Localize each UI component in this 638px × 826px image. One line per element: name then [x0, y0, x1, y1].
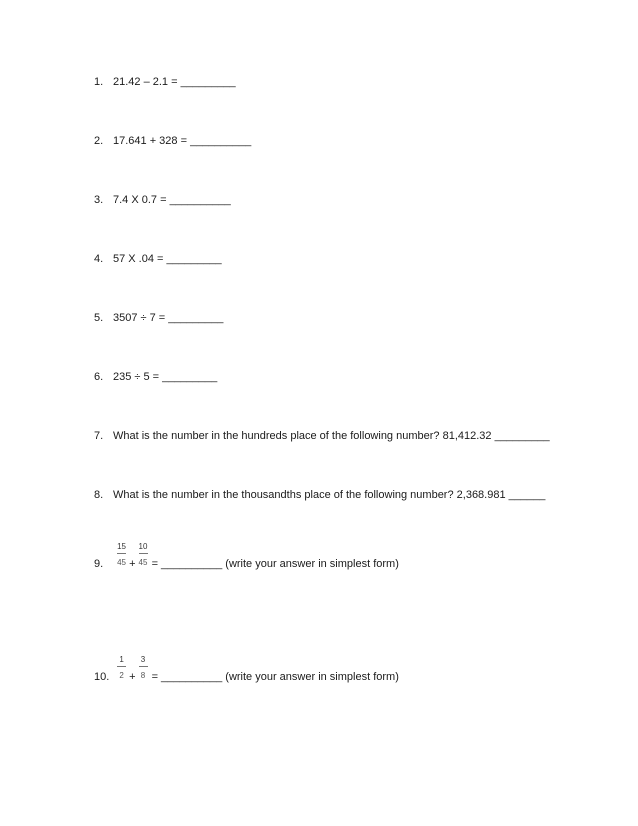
question-1: [94, 75, 236, 89]
fraction-numerator: 3: [140, 655, 146, 664]
question-text: 3507 ÷ 7 = _________: [113, 312, 224, 324]
question-text: 7.4 X 0.7 = __________: [113, 194, 231, 206]
question-5: [94, 311, 223, 325]
question-number: 6.: [94, 371, 104, 383]
question-text: = __________ (write your answer in simplest form): [151, 671, 399, 683]
question-text: What is the number in the hundreds place of the following number? 81,412.32 _________: [113, 430, 550, 442]
fraction-15-45: [116, 542, 127, 571]
fraction-numerator: 15: [117, 542, 127, 551]
question-number: 7.: [94, 430, 104, 442]
fraction-1-2: [116, 655, 127, 684]
fraction-bar: [139, 666, 148, 667]
fraction-denominator: 45: [138, 558, 148, 567]
fraction-3-8: [138, 655, 149, 684]
question-10: [94, 655, 399, 684]
fraction-bar: [117, 666, 126, 667]
fraction-bar: [117, 553, 126, 554]
question-number: 8.: [94, 489, 104, 501]
question-3: [94, 193, 231, 207]
fraction-denominator: 8: [140, 671, 146, 680]
question-number: 10.: [94, 671, 110, 683]
question-number: 2.: [94, 135, 104, 147]
fraction-denominator: 2: [119, 671, 124, 680]
question-number: 1.: [94, 76, 104, 88]
fraction-denominator: 45: [117, 558, 127, 567]
fraction-numerator: 1: [119, 655, 124, 664]
question-6: [94, 370, 217, 384]
question-text: 235 ÷ 5 = _________: [113, 371, 218, 383]
question-text: 57 X .04 = _________: [113, 253, 222, 265]
question-9: [94, 542, 399, 571]
question-number: 3.: [94, 194, 104, 206]
question-number: 9.: [94, 558, 104, 570]
fraction-numerator: 10: [138, 542, 148, 551]
plus-operator: +: [129, 558, 136, 570]
question-number: 4.: [94, 253, 104, 265]
question-text: What is the number in the thousandths place of the following number? 2,368.981 ______: [113, 489, 546, 501]
fraction-10-45: [138, 542, 149, 571]
question-2: [94, 134, 251, 148]
question-text: 17.641 + 328 = __________: [113, 135, 252, 147]
question-4: [94, 252, 222, 266]
plus-operator: +: [129, 671, 136, 683]
question-text: = __________ (write your answer in simplest form): [151, 558, 399, 570]
question-number: 5.: [94, 312, 104, 324]
question-text: 21.42 – 2.1 = _________: [113, 76, 236, 88]
question-8: [94, 488, 545, 502]
fraction-bar: [139, 553, 148, 554]
question-7: [94, 429, 550, 443]
